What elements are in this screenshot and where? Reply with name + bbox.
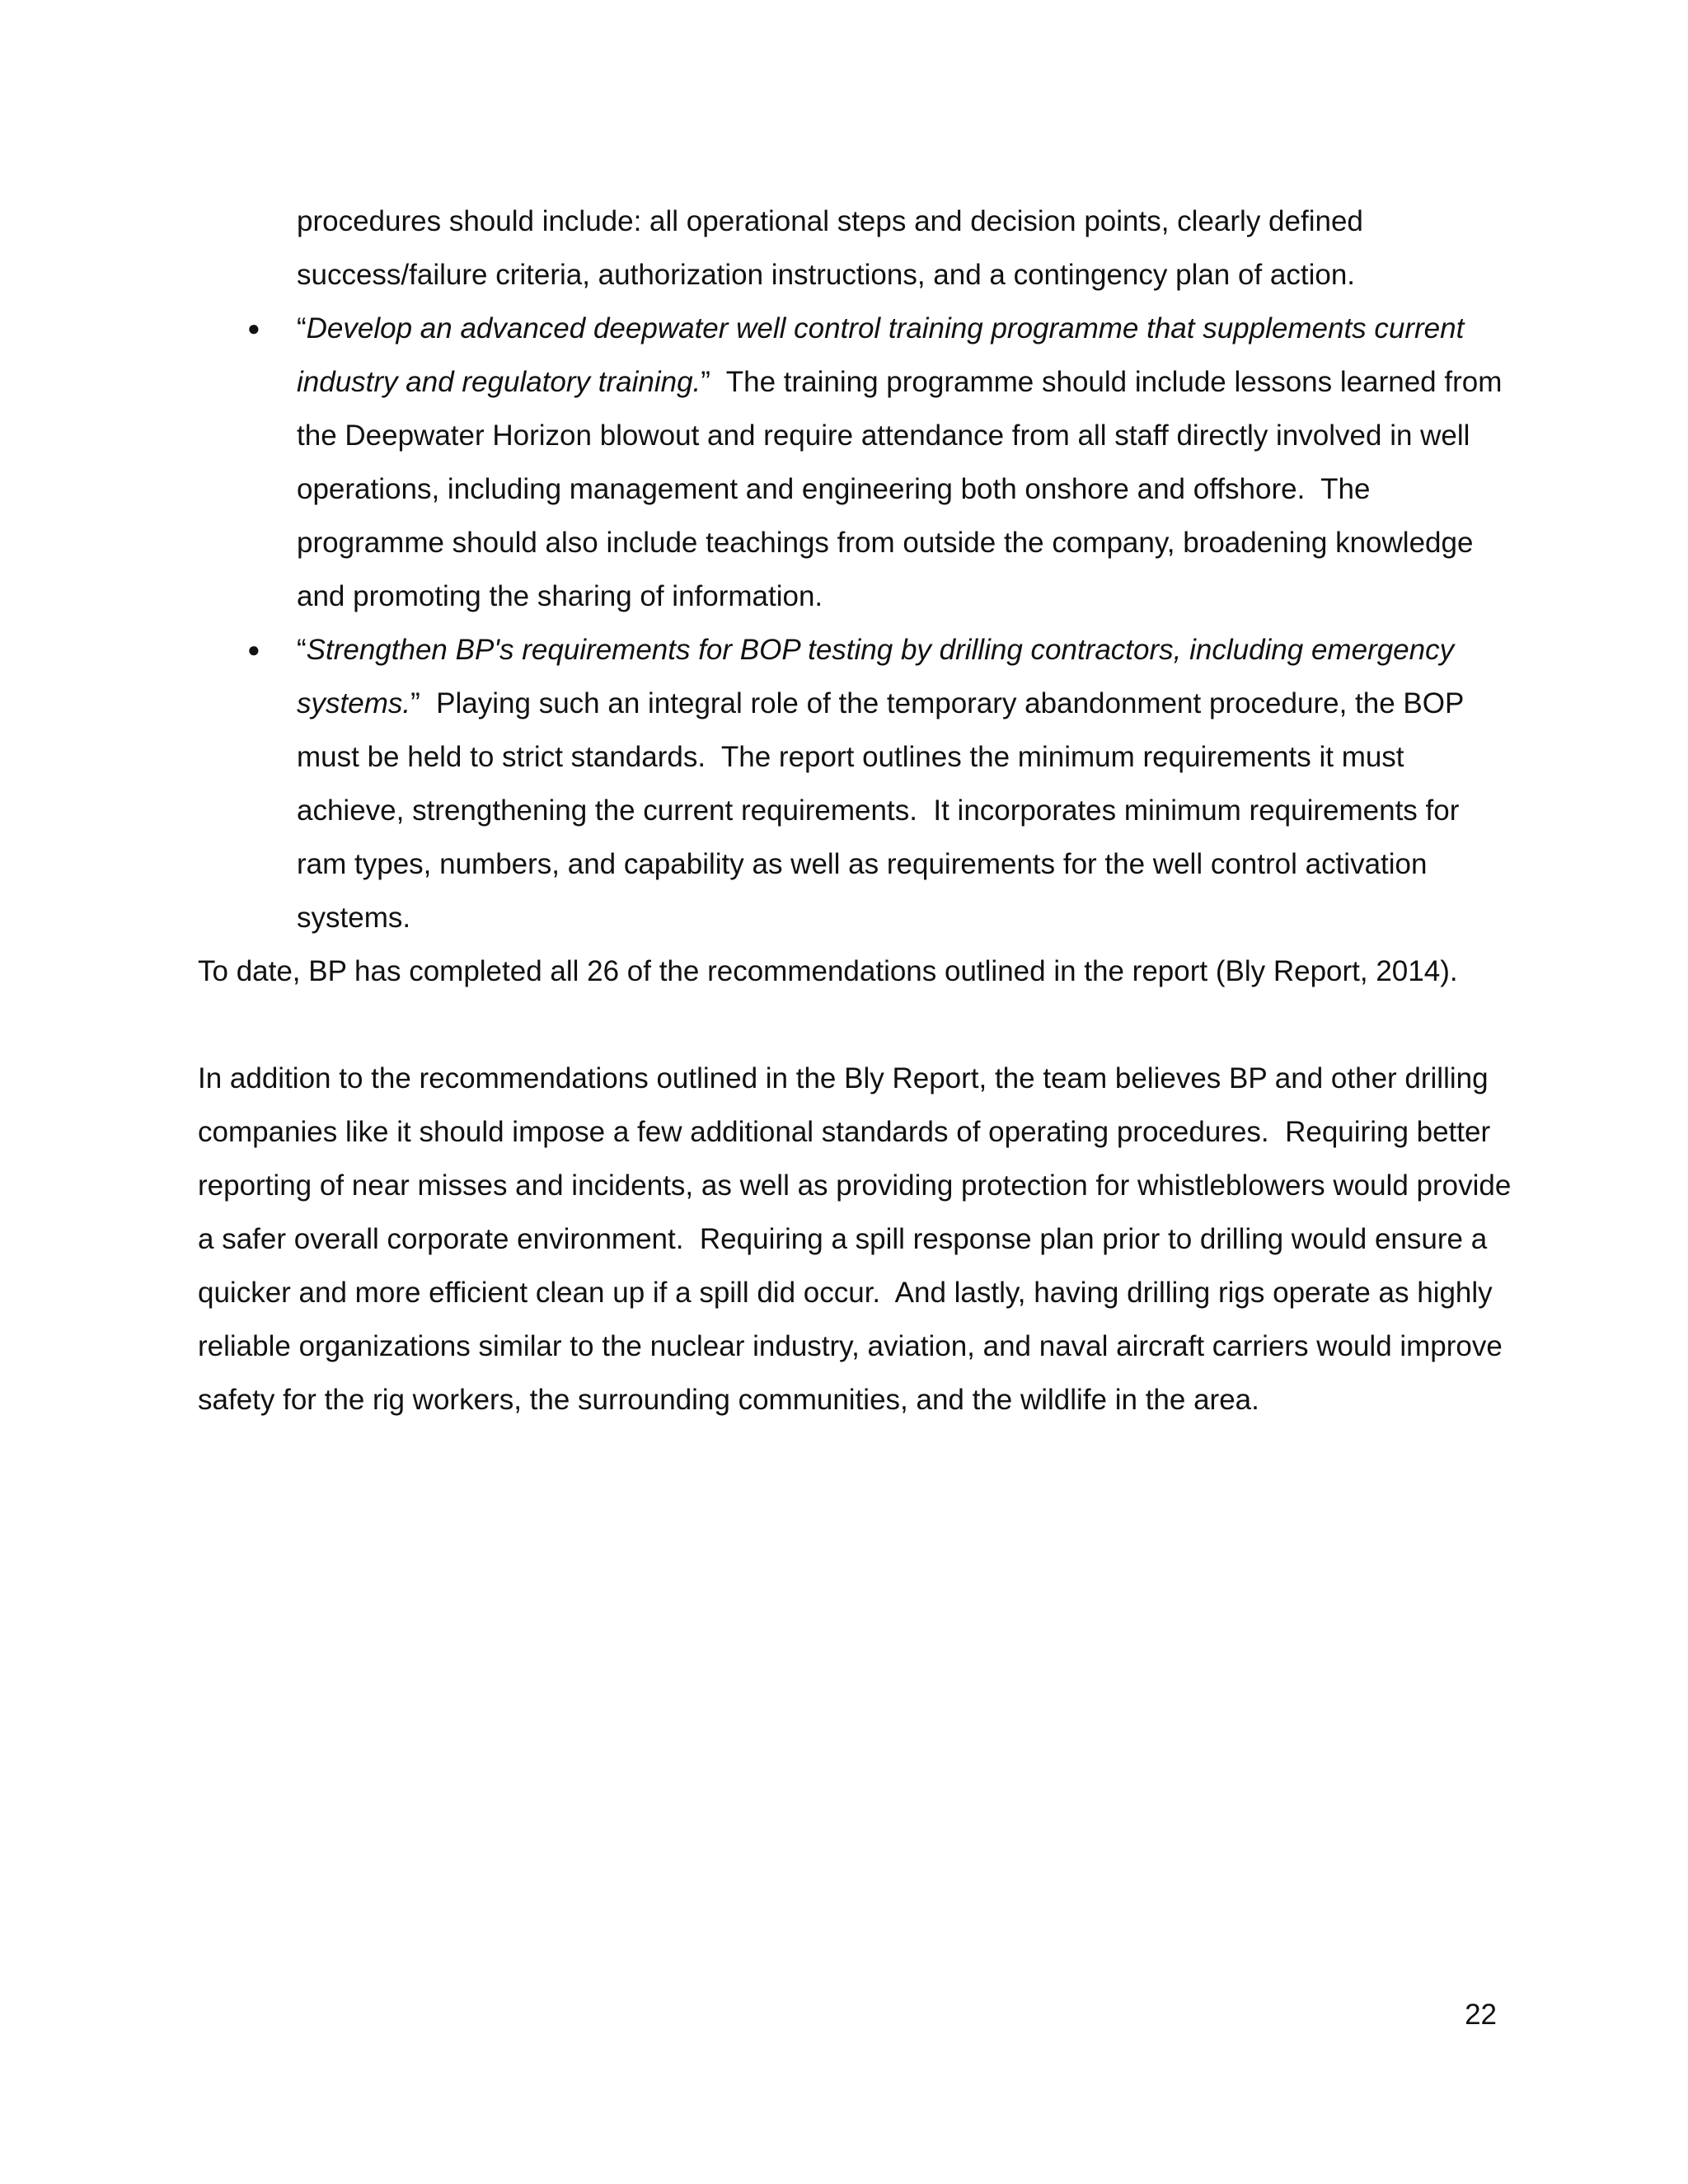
bullet-icon: ●	[247, 316, 260, 340]
summary-paragraph: To date, BP has completed all 26 of the recommendations outlined in the report (Bly Report, 2014).	[198, 955, 1458, 987]
recommendation-body: The training programme should include lessons learned from the Deepwater Horizon blowout and require attendance from all staff directly involved in well operations, including management and engineering both onshore and offshore. The programme should also include teachings from outside the company, broadening knowledge and promoting the sharing of information.	[297, 366, 1511, 612]
recommendation-quote: Strengthen BP's requirements for BOP testing by drilling contractors, including emergency systems.	[297, 634, 1455, 719]
close-quote: ”	[701, 366, 710, 398]
open-quote: “	[297, 634, 307, 666]
close-quote: ”	[410, 687, 420, 719]
open-quote: “	[297, 312, 307, 344]
page-content	[198, 194, 1520, 1427]
page-number: 22	[1465, 1999, 1497, 2031]
list-item	[247, 302, 1517, 623]
additional-recommendations-paragraph: In addition to the recommendations outlined in the Bly Report, the team believes BP and other drilling companies like it should impose a few additional standards of operating procedures. Requiring better reporting of near misses and incidents, as well as providing protection for whistleblowers would provide a safer overall corporate environment. Requiring a spill response plan prior to drilling would ensure a quicker and more efficient clean up if a spill did occur. And lastly, having drilling rigs operate as highly reliable organizations similar to the nuclear industry, aviation, and naval aircraft carriers would improve safety for the rig workers, the surrounding communities, and the wildlife in the area.	[198, 1062, 1520, 1416]
continued-bullet-text: procedures should include: all operational steps and decision points, clearly defined success/failure criteria, authorization instructions, and a contingency plan of action.	[297, 205, 1363, 291]
list-item	[247, 623, 1517, 944]
bullet-icon: ●	[247, 637, 260, 662]
recommendation-body: Playing such an integral role of the temporary abandonment procedure, the BOP must be held to strict standards. The report outlines the minimum requirements it must achieve, strengthening the current requirements. It incorporates minimum requirements for ram types, numbers, and capability as well as requirements for the well control activation systems.	[297, 687, 1472, 934]
recommendation-list	[198, 302, 1517, 944]
recommendation-quote: Develop an advanced deepwater well control training programme that supplements current industry and regulatory training.	[297, 312, 1465, 398]
